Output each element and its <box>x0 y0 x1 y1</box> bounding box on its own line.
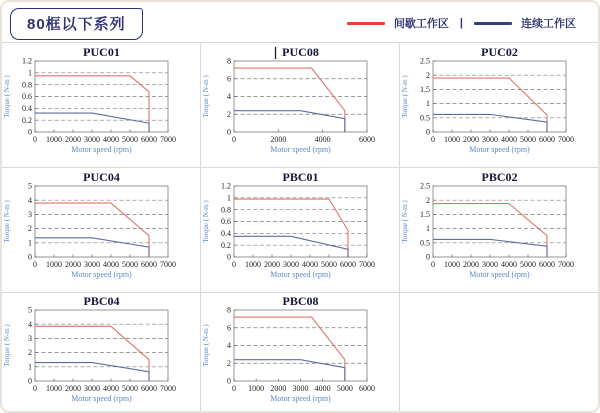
series-line <box>35 363 149 381</box>
x-tick-label: 3000 <box>84 384 100 393</box>
x-tick-label: 1000 <box>444 135 460 144</box>
x-tick-label: 1000 <box>46 135 62 144</box>
y-tick-label: 1.5 <box>420 210 430 219</box>
x-tick-label: 6000 <box>539 260 555 269</box>
x-tick-label: 0 <box>33 260 37 269</box>
chart-title: PUC02 <box>481 45 518 59</box>
series-line <box>234 111 345 132</box>
chart-cell-pbc08 <box>201 293 400 413</box>
x-tick-label: 2000 <box>270 135 287 144</box>
chart-puc01 <box>2 43 200 167</box>
x-tick-label: 3000 <box>482 260 498 269</box>
y-tick-label: 5 <box>28 181 32 191</box>
x-tick-label: 0 <box>33 384 37 393</box>
y-tick-label: 1 <box>426 224 430 234</box>
intermittent-zone-label: 间歇工作区 <box>393 18 449 30</box>
x-tick-label: 2000 <box>463 260 479 269</box>
x-tick-label: 4000 <box>314 384 331 393</box>
x-tick-label: 0 <box>33 135 37 144</box>
legend <box>347 15 576 31</box>
x-tick-label: 2000 <box>463 135 479 144</box>
empty-cell <box>400 293 598 413</box>
chart-cell-puc08 <box>201 43 400 168</box>
y-tick-label: 0.8 <box>22 80 32 90</box>
x-tick-label: 6000 <box>141 135 157 144</box>
chart-title: PBC01 <box>282 170 319 184</box>
x-tick-label: 7000 <box>558 135 574 144</box>
x-tick-label: 4000 <box>103 135 119 144</box>
y-tick-label: 4 <box>227 341 231 351</box>
chart-cell-puc02 <box>400 43 598 168</box>
series-line <box>234 68 345 132</box>
x-tick-label: 0 <box>232 260 236 269</box>
x-tick-label: 5000 <box>520 260 536 269</box>
x-tick-label: 5000 <box>122 135 138 144</box>
x-axis-label: Motor speed (rpm) <box>270 394 331 403</box>
chart-puc08 <box>201 43 399 167</box>
x-tick-label: 5000 <box>321 260 337 269</box>
y-axis-label: Torque ( N-m ) <box>3 75 11 118</box>
y-tick-label: 0.2 <box>221 240 231 250</box>
y-tick-label: 1 <box>28 238 32 248</box>
chart-title: PUC04 <box>83 170 120 184</box>
continuous-zone-line-icon <box>474 22 512 25</box>
x-tick-label: 1000 <box>245 260 261 269</box>
chart-pbc02 <box>400 168 598 292</box>
x-axis-label: Motor speed (rpm) <box>469 145 530 154</box>
x-tick-label: 5000 <box>336 384 353 393</box>
series-line <box>234 199 348 257</box>
x-tick-label: 7000 <box>558 260 574 269</box>
x-tick-label: 0 <box>232 384 236 393</box>
x-tick-label: 3000 <box>482 135 498 144</box>
series-line <box>433 78 547 132</box>
y-tick-label: 0.4 <box>221 228 231 238</box>
x-tick-label: 2000 <box>65 384 81 393</box>
series-line <box>234 317 345 381</box>
x-tick-label: 1000 <box>46 260 62 269</box>
y-tick-label: 0 <box>426 252 430 262</box>
x-tick-label: 1000 <box>46 384 62 393</box>
x-tick-label: 4000 <box>103 260 119 269</box>
series-line <box>35 113 149 132</box>
chart-title: PBC08 <box>282 294 319 308</box>
header <box>2 2 598 42</box>
series-line <box>234 236 348 257</box>
x-tick-label: 1000 <box>444 260 460 269</box>
y-tick-label: 0 <box>28 127 32 137</box>
chart-cell-puc01 <box>2 43 201 168</box>
legend-divider: | <box>459 17 463 29</box>
y-tick-label: 2 <box>28 224 32 234</box>
series-line <box>234 360 345 381</box>
chart-cell-pbc04 <box>2 293 201 413</box>
y-tick-label: 3 <box>28 210 32 219</box>
x-tick-label: 6000 <box>141 384 157 393</box>
y-tick-label: 0.5 <box>420 238 430 248</box>
y-tick-label: 0.2 <box>22 115 32 125</box>
y-tick-label: 2 <box>227 109 231 119</box>
x-tick-label: 6000 <box>340 260 356 269</box>
y-tick-label: 2.5 <box>420 181 430 191</box>
x-tick-label: 6000 <box>359 135 375 144</box>
y-tick-label: 0.8 <box>221 205 231 215</box>
x-tick-label: 6000 <box>141 260 157 269</box>
y-axis-label: Torque ( N-m ) <box>401 200 409 243</box>
x-tick-label: 7000 <box>160 384 176 393</box>
y-axis-label: Torque ( N-m ) <box>401 75 409 118</box>
x-tick-label: 2000 <box>65 135 81 144</box>
x-tick-label: 4000 <box>302 260 318 269</box>
y-tick-label: 0.6 <box>22 92 32 102</box>
x-tick-label: 7000 <box>359 260 375 269</box>
y-tick-label: 0 <box>28 252 32 262</box>
x-axis-label: Motor speed (rpm) <box>469 270 530 279</box>
plot-frame <box>35 310 168 381</box>
x-axis-label: Motor speed (rpm) <box>71 270 132 279</box>
y-tick-label: 4 <box>227 92 231 102</box>
x-tick-label: 7000 <box>160 135 176 144</box>
x-tick-label: 0 <box>431 260 435 269</box>
x-axis-label: Motor speed (rpm) <box>270 270 331 279</box>
chart-title: PBC02 <box>481 170 518 184</box>
y-tick-label: 2.5 <box>420 56 430 66</box>
x-tick-label: 6000 <box>359 384 375 393</box>
y-tick-label: 0.5 <box>420 113 430 123</box>
chart-title: PBC04 <box>83 294 120 308</box>
intermittent-zone-line-icon <box>347 22 385 25</box>
x-tick-label: 5000 <box>122 384 138 393</box>
x-tick-label: 4000 <box>501 260 517 269</box>
chart-pbc01 <box>201 168 399 292</box>
chart-cell-puc04 <box>2 168 201 293</box>
y-tick-label: 4 <box>28 319 32 329</box>
y-tick-label: 5 <box>28 305 32 315</box>
chart-pbc08 <box>201 293 399 413</box>
chart-cell-pbc02 <box>400 168 598 293</box>
y-axis-label: Torque ( N-m ) <box>202 324 210 367</box>
chart-puc04 <box>2 168 200 292</box>
series-line <box>35 326 149 381</box>
x-tick-label: 4000 <box>314 135 331 144</box>
y-tick-label: 1 <box>28 68 32 78</box>
y-tick-label: 0 <box>227 127 231 137</box>
x-tick-label: 2000 <box>270 384 287 393</box>
series-line <box>35 203 149 257</box>
chart-grid <box>2 42 598 412</box>
y-axis-label: Torque ( N-m ) <box>3 200 11 243</box>
y-tick-label: 2 <box>426 195 430 205</box>
y-tick-label: 4 <box>28 195 32 205</box>
x-tick-label: 0 <box>431 135 435 144</box>
chart-pbc04 <box>2 293 200 413</box>
y-tick-label: 6 <box>227 323 231 333</box>
y-tick-label: 2 <box>28 348 32 358</box>
y-tick-label: 0.6 <box>221 217 231 227</box>
chart-cell-pbc01 <box>201 168 400 293</box>
y-tick-label: 1.2 <box>221 181 231 191</box>
series-line <box>433 239 547 257</box>
series-line <box>433 114 547 132</box>
y-tick-label: 6 <box>227 74 231 84</box>
y-tick-label: 0.4 <box>22 103 32 113</box>
x-tick-label: 2000 <box>65 260 81 269</box>
y-tick-label: 3 <box>28 334 32 343</box>
y-tick-label: 0 <box>227 252 231 262</box>
x-tick-label: 3000 <box>292 384 309 393</box>
y-tick-label: 0 <box>426 127 430 137</box>
y-axis-label: Torque ( N-m ) <box>202 200 210 243</box>
y-axis-label: Torque ( N-m ) <box>3 324 11 367</box>
series-line <box>35 238 149 257</box>
series-title-badge: 80框以下系列 <box>10 8 143 40</box>
plot-frame <box>433 61 566 132</box>
x-tick-label: 5000 <box>520 135 536 144</box>
x-axis-label: Motor speed (rpm) <box>71 145 132 154</box>
y-tick-label: 0 <box>28 376 32 386</box>
x-tick-label: 4000 <box>501 135 517 144</box>
y-tick-label: 1 <box>227 193 231 203</box>
y-axis-label: Torque ( N-m ) <box>202 75 210 118</box>
y-tick-label: 2 <box>426 70 430 80</box>
y-tick-label: 0 <box>227 376 231 386</box>
chart-puc02 <box>400 43 598 167</box>
y-tick-label: 1.2 <box>22 56 32 66</box>
chart-title: PUC08 <box>282 45 319 59</box>
continuous-zone-label: 连续工作区 <box>521 18 576 30</box>
y-tick-label: 1 <box>28 362 32 372</box>
series-line <box>433 204 547 257</box>
x-tick-label: 5000 <box>122 260 138 269</box>
y-tick-label: 8 <box>227 305 231 315</box>
x-tick-label: 6000 <box>539 135 555 144</box>
x-tick-label: 1000 <box>248 384 265 393</box>
x-tick-label: 7000 <box>160 260 176 269</box>
x-axis-label: Motor speed (rpm) <box>71 394 132 403</box>
y-tick-label: 8 <box>227 56 231 66</box>
y-tick-label: 1 <box>426 99 430 109</box>
chart-title: PUC01 <box>83 45 120 59</box>
x-tick-label: 4000 <box>103 384 119 393</box>
x-axis-label: Motor speed (rpm) <box>270 145 331 154</box>
y-tick-label: 1.5 <box>420 85 430 94</box>
y-tick-label: 2 <box>227 358 231 368</box>
x-tick-label: 2000 <box>264 260 280 269</box>
x-tick-label: 3000 <box>84 260 100 269</box>
x-tick-label: 3000 <box>84 135 100 144</box>
x-tick-label: 3000 <box>283 260 299 269</box>
x-tick-label: 0 <box>232 135 236 144</box>
series-line <box>35 76 149 132</box>
